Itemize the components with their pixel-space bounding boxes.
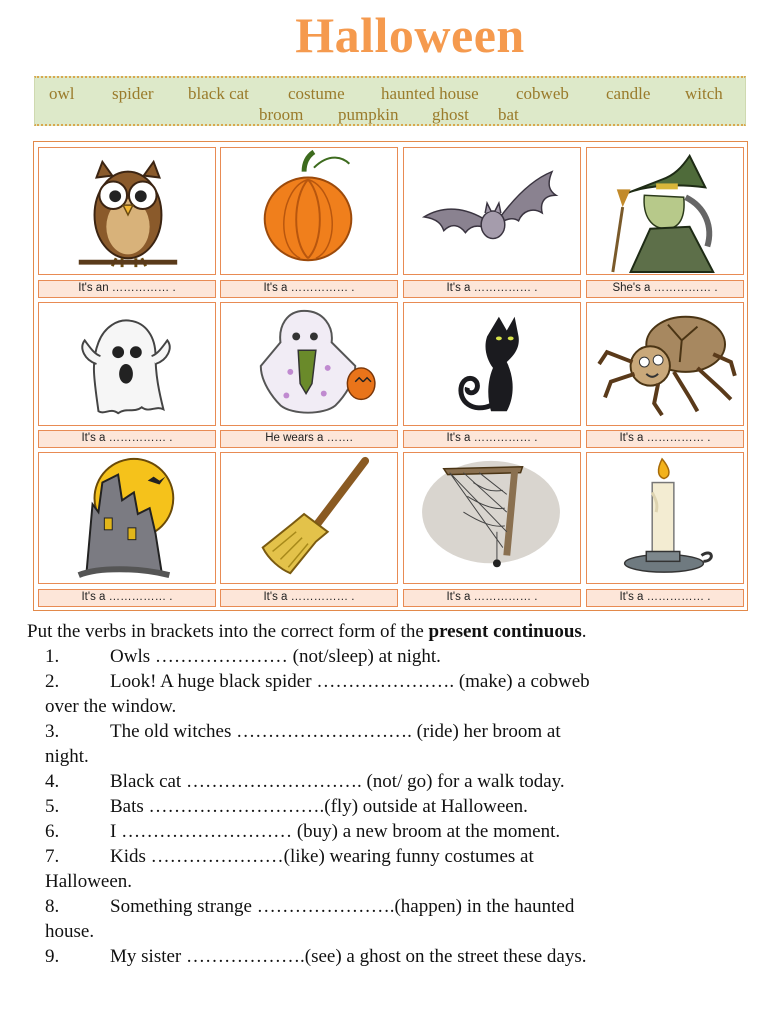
exercise-item [27, 794, 747, 819]
word-ghost: ghost [432, 105, 469, 124]
bat-icon [404, 148, 580, 274]
item-text: I ……………………… (buy) a new broom at the moment. [110, 821, 561, 842]
exercise-item [27, 844, 747, 894]
cobweb-icon [404, 453, 580, 583]
word-broom: broom [259, 105, 304, 124]
costume-icon [221, 303, 397, 425]
item-text: My sister ……………….(see) a ghost on the street these days. [110, 946, 587, 967]
exercise-item [27, 669, 747, 719]
owl-picture [38, 147, 216, 275]
picture-caption: It's a …………… . [403, 430, 581, 448]
picture-caption: It's a …………… . [38, 430, 216, 448]
picture-caption: It's a …………… . [220, 280, 398, 298]
word-haunted-house: haunted house [381, 84, 479, 103]
item-text: Something strange ………………….(happen) in the haunted [110, 896, 575, 917]
item-text-continued: night. [45, 746, 89, 767]
owl-icon [39, 148, 215, 274]
word-spider: spider [112, 84, 154, 103]
picture-caption: It's a …………… . [220, 589, 398, 607]
word-owl: owl [49, 84, 75, 103]
exercise-item [27, 894, 747, 944]
black-cat-picture [403, 302, 581, 426]
instruction-bold-text: present continuous [428, 621, 582, 642]
bat-picture [403, 147, 581, 275]
item-text: Black cat ………………………. (not/ go) for a walk today. [110, 771, 565, 792]
picture-caption: It's a …………… . [38, 589, 216, 607]
item-number: 1. [45, 646, 60, 667]
item-text: Bats ……………………….(fly) outside at Halloween. [110, 796, 528, 817]
pumpkin-icon [221, 148, 397, 274]
candle-picture [586, 452, 744, 584]
word-costume: costume [288, 84, 345, 103]
item-text: The old witches ………………………. (ride) her broom at [110, 721, 561, 742]
picture-caption: She's a …………… . [586, 280, 744, 298]
black-cat-icon [404, 303, 580, 425]
word-witch: witch [685, 84, 723, 103]
picture-caption: He wears a ……. [220, 430, 398, 448]
ghost-picture [38, 302, 216, 426]
instruction-text: Put the verbs in brackets into the correct form of the [27, 621, 429, 642]
item-number: 6. [45, 821, 60, 842]
item-number: 7. [45, 846, 60, 867]
witch-picture [586, 147, 744, 275]
picture-grid [33, 141, 748, 611]
candle-icon [587, 453, 743, 583]
exercise-section [27, 619, 747, 969]
pumpkin-picture [220, 147, 398, 275]
word-bank [34, 76, 746, 126]
exercise-item [27, 769, 747, 794]
item-text: Kids …………………(like) wearing funny costumes at [110, 846, 534, 867]
broom-picture [220, 452, 398, 584]
item-number: 2. [45, 671, 60, 692]
item-text: Look! A huge black spider …………………. (make) a cobweb [110, 671, 590, 692]
item-text-continued: over the window. [45, 696, 177, 717]
item-number: 5. [45, 796, 60, 817]
exercise-item [27, 719, 747, 769]
item-number: 8. [45, 896, 60, 917]
word-bat: bat [498, 105, 519, 124]
exercise-item [27, 944, 747, 969]
item-text: Owls ………………… (not/sleep) at night. [110, 646, 441, 667]
cobweb-picture [403, 452, 581, 584]
exercise-item [27, 644, 747, 669]
instruction-end: . [581, 621, 587, 642]
witch-icon [587, 148, 743, 274]
item-number: 9. [45, 946, 60, 967]
picture-caption: It's a …………… . [403, 589, 581, 607]
broom-icon [221, 453, 397, 583]
haunted-house-icon [39, 453, 215, 583]
costume-picture [220, 302, 398, 426]
picture-caption: It's a …………… . [586, 430, 744, 448]
exercise-instruction [27, 619, 747, 644]
spider-picture [586, 302, 744, 426]
picture-caption: It's an …………… . [38, 280, 216, 298]
worksheet-title: Halloween [295, 7, 525, 63]
spider-icon [587, 303, 743, 425]
word-black-cat: black cat [188, 84, 249, 103]
item-number: 3. [45, 721, 60, 742]
word-pumpkin: pumpkin [338, 105, 399, 124]
haunted-house-picture [38, 452, 216, 584]
word-cobweb: cobweb [516, 84, 569, 103]
picture-caption: It's a …………… . [586, 589, 744, 607]
item-text-continued: Halloween. [45, 871, 133, 892]
ghost-icon [39, 303, 215, 425]
item-number: 4. [45, 771, 60, 792]
word-candle: candle [606, 84, 651, 103]
picture-caption: It's a …………… . [403, 280, 581, 298]
item-text-continued: house. [45, 921, 95, 942]
exercise-item [27, 819, 747, 844]
